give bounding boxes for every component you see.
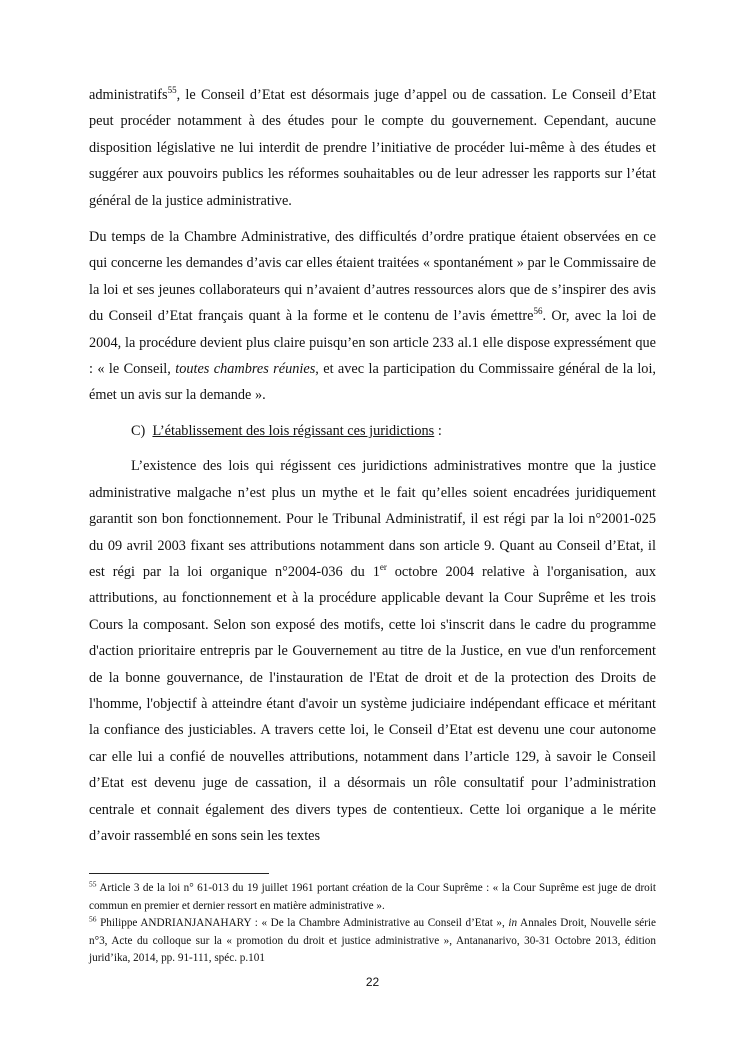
footnote-56-text-a: Philippe ANDRIANJANAHARY : « De la Chambre Administrative au Conseil d’Etat », xyxy=(96,917,509,929)
section-marker: C) xyxy=(131,422,146,439)
paragraph-2-text-b: . Or, avec la loi de 2004, la procédure devient plus claire puisqu’en son article 233 al.1 elle dispose expressément que : « le Conseil, xyxy=(89,308,656,378)
footnotes xyxy=(89,873,656,968)
page-body xyxy=(89,82,656,849)
footnote-ref-56[interactable]: 56 xyxy=(533,306,543,317)
paragraph-1-text-b: , le Conseil d’Etat est désormais juge d’appel ou de cassation. Le Conseil d’Etat peut procéder notamment à des études pour le compte du gouvernement. Cependant, aucune disposition législative ne lui interdit de prendre l’initiative de procéder lui-même à des études et suggérer aux pouvoirs publics les réformes souhaitables ou de leur adresser les rapports sur l’état général de la justice administrative. xyxy=(89,87,656,209)
section-heading-c xyxy=(89,418,656,444)
paragraph-3-text-a: L’existence des lois qui régissent ces juridictions administratives montre que la justice administrative malgache n’est plus un mythe et le fait qu’elles soient encadrées juridiquement garantit son bon fonctionnement. Pour le Tribunal Administratif, il est régi par la loi n°2001-025 du 09 avril 2003 fixant ses attributions notamment dans son article 9. Quant au Conseil d’Etat, il est régi par la loi organique n°2004-036 du 1 xyxy=(89,458,656,580)
ordinal-superscript: er xyxy=(379,562,387,573)
footnote-separator xyxy=(89,873,269,874)
paragraph-2-text-c: , et avec la participation du Commissaire général de la loi, émet un avis sur la demande ». xyxy=(89,361,657,404)
footnote-56 xyxy=(89,915,656,968)
footnote-55 xyxy=(89,880,656,915)
footnote-ref-55[interactable]: 55 xyxy=(167,85,177,96)
paragraph-2-text-a: Du temps de la Chambre Administrative, des difficultés d’ordre pratique étaient observées en ce qui concerne les demandes d’avis car elles étaient traitées « spontanément » par le Commissaire de la loi et ses jeunes collaborateurs qui n’avaient d’autres ressources alors que de s’inspirer des avis du Conseil d’Etat français quant à la forme et le contenu de l’avis émettre xyxy=(89,229,656,325)
footnote-number-55: 55 xyxy=(89,879,97,889)
footnote-number-56: 56 xyxy=(89,914,97,924)
paragraph-3 xyxy=(89,453,656,849)
footnote-56-text-b: Annales Droit, Nouvelle série n°3, Acte du colloque sur la « promotion du droit et justice administrative », Antananarivo, 30-31 Octobre 2013, édition jurid’ika, 2014, pp. 91-111, spéc. p.101 xyxy=(89,917,657,964)
paragraph-2 xyxy=(89,224,656,409)
footnote-55-text: Article 3 de la loi n° 61-013 du 19 juillet 1961 portant création de la Cour Suprême : « la Cour Suprême est juge de droit commun en premier et dernier ressort en matière administrative ». xyxy=(89,882,656,912)
paragraph-1-text-a: administratifs xyxy=(89,87,168,103)
footnote-56-italic: in xyxy=(508,917,518,929)
section-title-suffix: : xyxy=(434,422,442,439)
paragraph-2-italic: toutes chambres réunies xyxy=(175,361,316,378)
paragraph-3-text-b: octobre 2004 relative à l'organisation, aux attributions, au fonctionnement et à la procédure applicable devant la Cour Suprême et les trois Cours la composant. Selon son exposé des motifs, cette loi s'inscrit dans le cadre du programme d'action prioritaire entrepris par le Gouvernement au titre de la Justice, en vue d'un renforcement de la bonne gouvernance, de l'instauration de l'Etat de droit et de la protection des Droits de l'homme, l'objectif à atteindre étant d'avoir un système judiciaire indépendant efficace et méritant la confiance des justiciables. A travers cette loi, le Conseil d’Etat est devenu une cour autonome car elle lui a confié de nouvelles attributions, notamment dans l’article 129, à savoir le Conseil d’Etat est devenu juge de cassation, il a désormais un rôle consultatif pour l’administration centrale et connait également des divers types de contentieux. Cette loi organique a le mérite d’avoir rassemblé en sons sein les textes xyxy=(89,563,656,844)
paragraph-1 xyxy=(89,82,656,214)
section-title: L’établissement des lois régissant ces juridictions xyxy=(152,422,435,439)
page-number: 22 xyxy=(365,975,380,989)
